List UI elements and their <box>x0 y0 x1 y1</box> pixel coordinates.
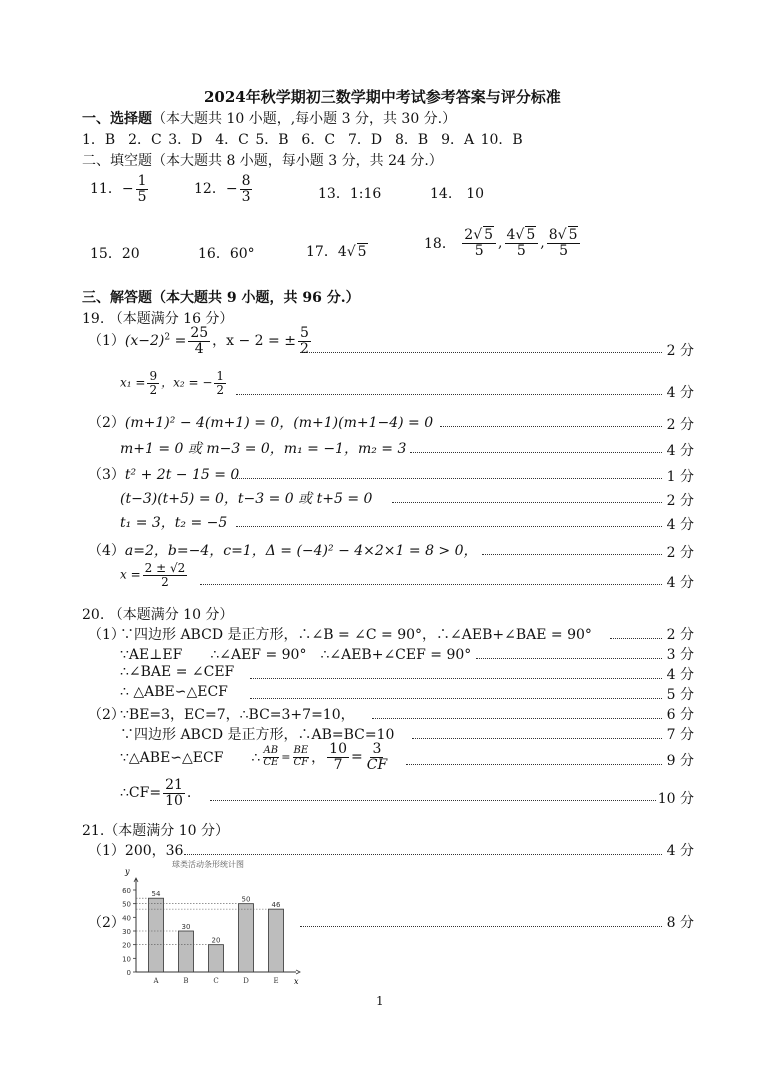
score: 9 分 <box>666 753 694 769</box>
bar-value-label: 46 <box>271 901 281 910</box>
answer-7: 7．D <box>347 132 383 148</box>
section2-heading-row <box>82 150 443 170</box>
q20-title: 20. （本题满分 10 分） <box>82 607 234 623</box>
leader-dots <box>412 738 662 739</box>
q20-line-7: ∵△ABE∽△ECF ∴ $\frac{AB}{CE}$ = $\frac{BE}{CF}$ ， $\frac{10}{7}$ = $\frac{3}{CF}$ <box>120 741 388 773</box>
q20-line-8: ∴CF= $\frac{21}{10}$ . <box>120 777 192 809</box>
q17-coef: 4 <box>337 244 347 260</box>
leader-dots <box>300 926 662 927</box>
answer-5: 5．B <box>255 132 289 148</box>
answer-3: 3．D <box>168 132 203 148</box>
y-tick-label: 50 <box>122 900 131 909</box>
answer-11: 11．− $\frac{1}{5}$ <box>90 173 147 205</box>
q20-line-1: ∵四边形 ABCD 是正方形，∴∠B = ∠C = 90°，∴∠AEB+∠BAE = 90° <box>120 627 592 643</box>
bar-E <box>269 909 284 972</box>
page-number: 1 <box>376 994 384 1008</box>
score: 10 分 <box>657 791 694 807</box>
bar-C <box>209 945 224 972</box>
q18-fraction-2: $\frac{4√ 5}{5}$ <box>505 228 539 258</box>
y-tick-label: 40 <box>122 914 131 923</box>
section1-desc: （本大题共 10 小题，,每小题 3 分，共 30 分.） <box>152 111 457 127</box>
q20-line-2: ∵AE⊥EF ∴∠AEF = 90° ∴∠AEB+∠CEF = 90° <box>120 647 472 663</box>
q21-p2-label: （2） <box>88 915 125 931</box>
score: 4 分 <box>666 575 694 591</box>
q11-label: 11． <box>90 181 122 198</box>
leader-dots <box>482 554 662 555</box>
score: 3 分 <box>666 647 694 663</box>
leader-dots <box>250 698 662 699</box>
section2-desc: （本大题共 8 小题，每小题 3 分，共 24 分.） <box>152 153 443 169</box>
y-tick-label: 0 <box>126 969 131 977</box>
q19-p2-line1: （2）(m+1)² − 4(m+1) = 0，(m+1)(m+1−4) = 0 <box>88 415 434 431</box>
score: 2 分 <box>666 545 694 561</box>
score: 2 分 <box>666 343 694 359</box>
y-tick-label: 30 <box>122 928 131 936</box>
leader-dots <box>476 658 662 659</box>
leader-dots <box>200 584 662 585</box>
q19-p2-line2: m+1 = 0 或 m−3 = 0，m₁ = −1，m₂ = 3 <box>120 441 407 457</box>
score: 4 分 <box>666 517 694 533</box>
answer-9: 9．A <box>441 132 475 148</box>
q19-p3-line1: （3）t² + 2t − 15 = 0 <box>88 467 240 483</box>
q18-fraction-3: $\frac{8√ 5}{5}$ <box>547 228 581 258</box>
section1-answers <box>82 129 523 149</box>
answer-8: 8．B <box>395 132 429 148</box>
q19-p1-line1: $(1)(x-2)^2$ = $\frac{25}{4}$ ，x − 2 = ± $\frac{5}{2}$ <box>88 325 309 357</box>
q19-p1-label: （1） <box>88 333 125 350</box>
bar-value-label: 20 <box>211 936 221 945</box>
q20-line-6: ∵四边形 ABCD 是正方形，∴AB=BC=10 <box>120 727 395 743</box>
score: 7 分 <box>666 727 694 743</box>
score: 1 分 <box>666 469 694 485</box>
leader-dots <box>184 854 662 855</box>
y-tick-label: 10 <box>122 955 131 964</box>
x-axis-arrow <box>296 970 300 974</box>
q17-label: 17． <box>306 244 338 260</box>
leader-dots <box>300 352 662 353</box>
leader-dots <box>232 478 662 479</box>
x-tick-label: B <box>183 977 189 985</box>
section1-heading: 一、选择题 <box>82 111 152 127</box>
bar-value-label: 54 <box>151 890 161 899</box>
q17-radicand: 5 <box>357 244 367 260</box>
answer-4: 4．C <box>215 132 249 148</box>
answer-1: 1．B <box>82 132 116 148</box>
leader-dots <box>250 678 662 679</box>
bar-value-label: 30 <box>181 923 191 931</box>
q19-p4-line2: x = $\frac{2 \pm √2}{2}$ <box>120 561 186 589</box>
score: 4 分 <box>666 843 694 859</box>
y-tick-label: 20 <box>122 941 131 950</box>
page-title: 2024年秋学期初三数学期中考试参考答案与评分标准 <box>204 88 561 106</box>
leader-dots <box>410 452 662 453</box>
bar-B <box>179 931 194 972</box>
q12-label: 12． <box>194 181 226 198</box>
q21-title: 21.（本题满分 10 分） <box>82 823 229 839</box>
answer-16: 16．60° <box>198 246 255 262</box>
leader-dots <box>610 638 662 639</box>
section3-heading: 三、解答题（本大题共 9 小题，共 96 分.） <box>82 290 360 306</box>
q12-fraction: $\frac{8}{3}$ <box>241 173 251 205</box>
score: 5 分 <box>666 687 694 703</box>
answer-2: 2．C <box>128 132 162 148</box>
score: 8 分 <box>666 915 694 931</box>
q20-line-4: ∴ △ABE∽△ECF <box>120 684 228 700</box>
bar-D <box>239 904 254 972</box>
leader-dots <box>372 718 662 719</box>
score: 2 分 <box>666 417 694 433</box>
q19-p1-line2: x₁ = $\frac{9}{2}$ ，x₂ = − $\frac{1}{2}$ <box>120 369 225 397</box>
score: 4 分 <box>666 385 694 401</box>
bar-value-label: 50 <box>241 895 251 904</box>
answer-13: 13．1:16 <box>318 186 382 202</box>
score: 4 分 <box>666 443 694 459</box>
score: 4 分 <box>666 667 694 683</box>
q11-fraction: $\frac{1}{5}$ <box>137 173 147 205</box>
bar-chart <box>108 856 308 986</box>
q21-p1: （1）200，36 <box>88 843 184 859</box>
x-tick-label: E <box>273 977 279 985</box>
leader-dots <box>392 502 662 503</box>
y-axis-label: y <box>125 867 130 876</box>
section1-heading-row <box>82 108 456 128</box>
leader-dots <box>440 426 662 427</box>
leader-dots <box>406 764 662 765</box>
answer-6: 6．C <box>301 132 336 148</box>
q19-p4-line1: （4）a=2，b=−4，c=1，Δ = (−4)² − 4×2×1 = 8 > 0， <box>88 543 478 559</box>
answer-15: 15．20 <box>90 246 140 262</box>
answer-17 <box>306 241 368 261</box>
answer-14: 14. 10 <box>430 186 485 202</box>
q20-line-5: ∵BE=3，EC=7，∴BC=3+7=10， <box>120 707 355 723</box>
chart-title: 球类活动条形统计图 <box>172 860 244 869</box>
q18-fraction-1: $\frac{2√ 5}{5}$ <box>462 228 496 258</box>
answer-12: 12．− $\frac{8}{3}$ <box>194 173 251 205</box>
q19-title: 19. （本题满分 16 分） <box>82 311 234 327</box>
q19-p3-line3: t₁ = 3，t₂ = −5 <box>120 515 228 531</box>
leader-dots <box>210 800 656 801</box>
leader-dots <box>236 394 662 395</box>
answer-10: 10．B <box>480 132 523 148</box>
q18-label: 18． <box>424 236 456 253</box>
x-tick-label: C <box>213 977 219 985</box>
x-tick-label: A <box>153 977 159 985</box>
q19-p3-line2: (t−3)(t+5) = 0，t−3 = 0 或 t+5 = 0 <box>120 491 373 507</box>
q20-p1-label: （1） <box>88 627 125 643</box>
section2-heading: 二、填空题 <box>82 153 152 169</box>
answer-18: 18． $\frac{2√ 5}{5}$ , $\frac{4√ 5}{5}$ , $\frac{8√ 5}{5}$ <box>424 228 582 258</box>
q20-line-3: ∴∠BAE = ∠CEF <box>120 664 235 680</box>
y-tick-label: 60 <box>122 887 131 895</box>
x-axis-label: x <box>294 977 299 986</box>
score: 2 分 <box>666 627 694 643</box>
x-tick-label: D <box>243 977 249 985</box>
score: 2 分 <box>666 493 694 509</box>
q20-p2-label: （2） <box>88 707 125 723</box>
score: 6 分 <box>666 707 694 723</box>
leader-dots <box>236 526 662 527</box>
